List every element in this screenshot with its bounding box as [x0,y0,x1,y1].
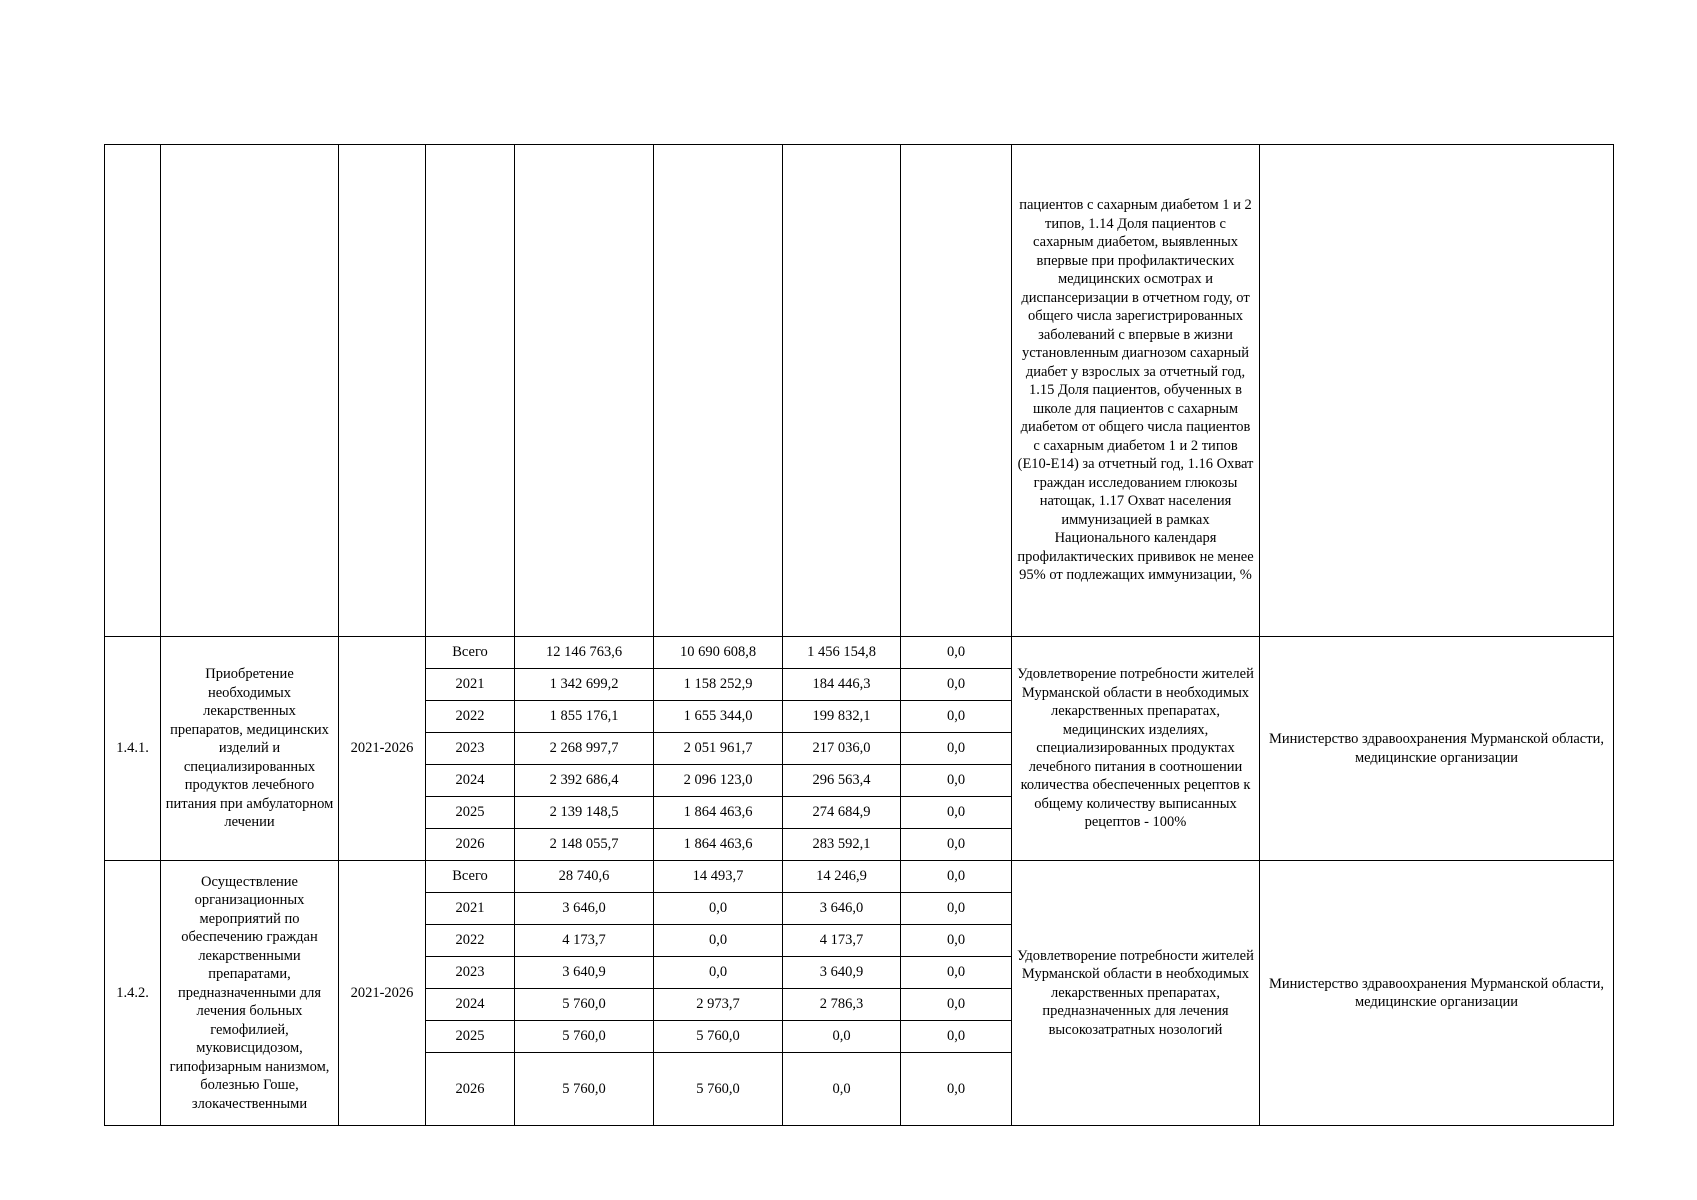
funding-cell-4: 0,0 [901,989,1012,1021]
funding-cell-3: 14 246,9 [783,861,901,893]
funding-cell-2: 2 096 123,0 [654,765,783,797]
year-cell: 2023 [426,957,515,989]
total-cell: 3 640,9 [515,957,654,989]
funding-cell-4: 0,0 [901,1053,1012,1126]
funding-cell-4: 0,0 [901,797,1012,829]
year-cell: 2025 [426,797,515,829]
table-row [105,861,1614,893]
total-cell: 2 148 055,7 [515,829,654,861]
year-cell: 2025 [426,1021,515,1053]
funding-cell-3: 3 646,0 [783,893,901,925]
funding-cell-4: 0,0 [901,765,1012,797]
measure-period: 2021-2026 [339,861,426,1126]
funding-cell-3: 199 832,1 [783,701,901,733]
funding-cell-3: 296 563,4 [783,765,901,797]
measures-table [104,144,1614,1126]
continuation-row [105,145,1614,637]
funding-cell-2: 1 158 252,9 [654,669,783,701]
total-cell: 1 855 176,1 [515,701,654,733]
funding-cell-2: 0,0 [654,925,783,957]
measure-executor: Министерство здравоохранения Мурманской области, медицинские организации [1260,637,1614,861]
funding-cell-2: 14 493,7 [654,861,783,893]
cell-empty [426,145,515,637]
funding-cell-3: 217 036,0 [783,733,901,765]
cell-empty [1260,145,1614,637]
funding-cell-4: 0,0 [901,893,1012,925]
total-cell: 5 760,0 [515,1053,654,1126]
total-cell: 4 173,7 [515,925,654,957]
measure-result: Удовлетворение потребности жителей Мурманской области в необходимых лекарственных препаратах, медицинских изделиях, специализированных продуктах лечебного питания в соотношении количества обеспеченных рецептов к общему количеству выписанных рецептов - 100% [1012,637,1260,861]
measure-name: Приобретение необходимых лекарственных препаратов, медицинских изделий и специализированных продуктов лечебного питания при амбулаторном лечении [161,637,339,861]
year-cell: Всего [426,861,515,893]
year-cell: 2026 [426,829,515,861]
total-cell: 5 760,0 [515,1021,654,1053]
funding-cell-2: 5 760,0 [654,1021,783,1053]
funding-cell-2: 1 655 344,0 [654,701,783,733]
funding-cell-3: 283 592,1 [783,829,901,861]
funding-cell-4: 0,0 [901,669,1012,701]
measure-result: Удовлетворение потребности жителей Мурманской области в необходимых лекарственных препаратах, предназначенных для лечения высокозатратных нозологий [1012,861,1260,1126]
cell-empty [901,145,1012,637]
cell-empty [515,145,654,637]
year-cell: 2022 [426,701,515,733]
funding-cell-2: 2 051 961,7 [654,733,783,765]
total-cell: 2 392 686,4 [515,765,654,797]
funding-cell-4: 0,0 [901,861,1012,893]
funding-cell-3: 2 786,3 [783,989,901,1021]
funding-cell-4: 0,0 [901,637,1012,669]
cell-empty [654,145,783,637]
indicators-text: пациентов с сахарным диабетом 1 и 2 типов, 1.14 Доля пациентов с сахарным диабетом, выявленных впервые при профилактических медицинских осмотрах и диспансеризации в отчетном году, от общего числа зарегистрированных заболеваний с впервые в жизни установленным диагнозом сахарный диабет у взрослых за отчетный год, 1.15 Доля пациентов, обученных в школе для пациентов с сахарным диабетом от общего числа пациентов с сахарным диабетом 1 и 2 типов (Е10-Е14) за отчетный год, 1.16 Охват граждан исследованием глюкозы натощак, 1.17 Охват населения иммунизацией в рамках Национального календаря профилактических прививок не менее 95% от подлежащих иммунизации, % [1012,145,1260,637]
funding-cell-4: 0,0 [901,701,1012,733]
funding-cell-4: 0,0 [901,733,1012,765]
year-cell: 2022 [426,925,515,957]
year-cell: 2024 [426,765,515,797]
table-row [105,637,1614,669]
measure-number: 1.4.1. [105,637,161,861]
funding-cell-2: 1 864 463,6 [654,797,783,829]
funding-cell-3: 184 446,3 [783,669,901,701]
total-cell: 28 740,6 [515,861,654,893]
funding-cell-2: 0,0 [654,957,783,989]
cell-empty [161,145,339,637]
total-cell: 12 146 763,6 [515,637,654,669]
funding-cell-3: 274 684,9 [783,797,901,829]
funding-cell-2: 2 973,7 [654,989,783,1021]
year-cell: 2026 [426,1053,515,1126]
cell-empty [339,145,426,637]
funding-cell-2: 0,0 [654,893,783,925]
funding-cell-2: 10 690 608,8 [654,637,783,669]
total-cell: 3 646,0 [515,893,654,925]
year-cell: Всего [426,637,515,669]
cell-empty [105,145,161,637]
total-cell: 1 342 699,2 [515,669,654,701]
funding-cell-2: 5 760,0 [654,1053,783,1126]
total-cell: 2 139 148,5 [515,797,654,829]
funding-cell-3: 1 456 154,8 [783,637,901,669]
funding-cell-4: 0,0 [901,925,1012,957]
funding-cell-3: 3 640,9 [783,957,901,989]
measure-name: Осуществление организационных мероприятий по обеспечению граждан лекарственными препаратами, предназначенными для лечения больных гемофилией, муковисцидозом, гипофизарным нанизмом, болезнью Гоше, злокачественными [161,861,339,1126]
year-cell: 2021 [426,669,515,701]
funding-cell-2: 1 864 463,6 [654,829,783,861]
funding-cell-4: 0,0 [901,957,1012,989]
year-cell: 2023 [426,733,515,765]
funding-cell-3: 0,0 [783,1021,901,1053]
year-cell: 2024 [426,989,515,1021]
measure-executor: Министерство здравоохранения Мурманской области, медицинские организации [1260,861,1614,1126]
total-cell: 5 760,0 [515,989,654,1021]
year-cell: 2021 [426,893,515,925]
funding-cell-3: 0,0 [783,1053,901,1126]
funding-cell-3: 4 173,7 [783,925,901,957]
total-cell: 2 268 997,7 [515,733,654,765]
cell-empty [783,145,901,637]
measure-number: 1.4.2. [105,861,161,1126]
funding-cell-4: 0,0 [901,1021,1012,1053]
measure-period: 2021-2026 [339,637,426,861]
funding-cell-4: 0,0 [901,829,1012,861]
